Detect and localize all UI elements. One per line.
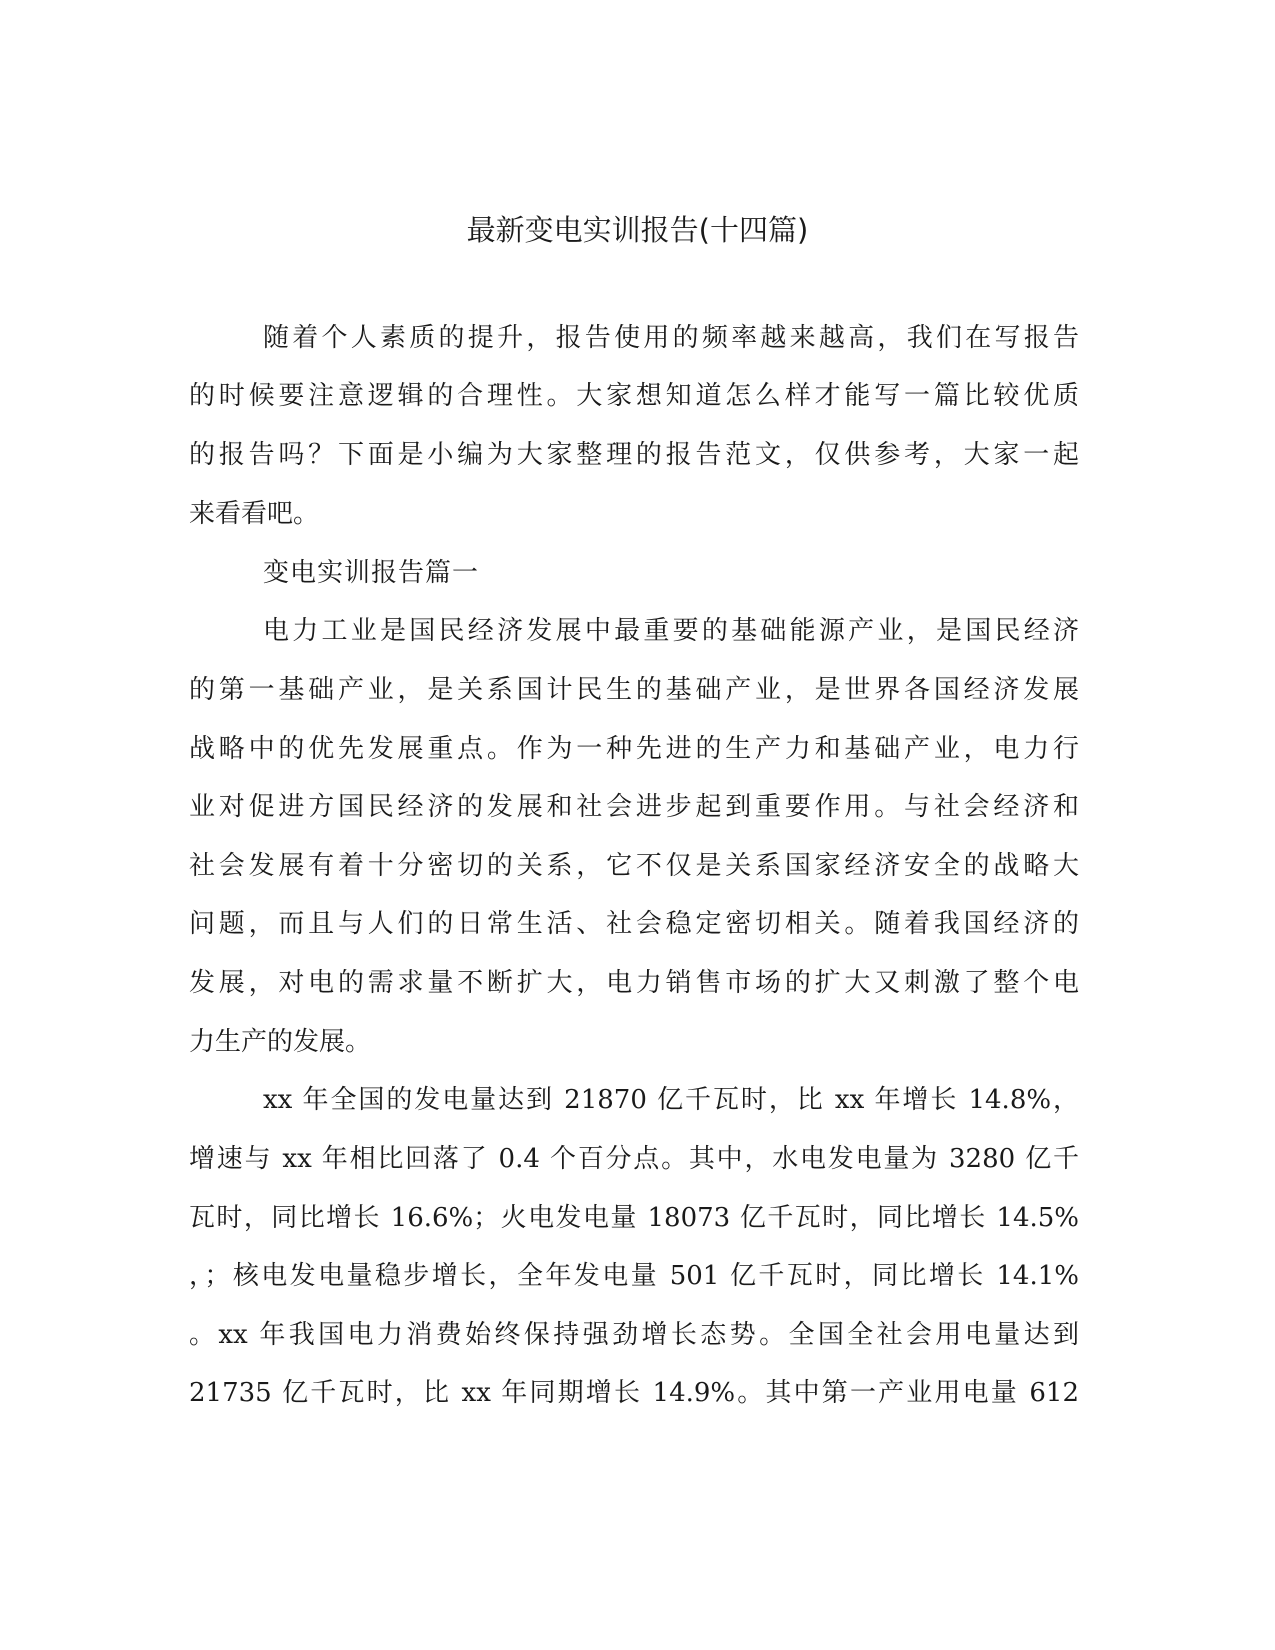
intro-line-4: 来看看吧。 xyxy=(189,499,320,529)
paragraph2-line-5: 。xx 年我国电力消费始终保持强劲增长态势。全国全社会用电量达到 xyxy=(189,1320,1079,1350)
paragraph2-line-2: 增速与 xx 年相比回落了 0.4 个百分点。其中，水电发电量为 3280 亿千 xyxy=(189,1144,1079,1174)
paragraph2-line-1: xx 年全国的发电量达到 21870 亿千瓦时，比 xx 年增长 14.8%， xyxy=(263,1085,1079,1115)
paragraph1-line-7: 发展，对电的需求量不断扩大，电力销售市场的扩大又刺激了整个电 xyxy=(189,968,1079,998)
paragraph1-line-5: 社会发展有着十分密切的关系，它不仅是关系国家经济安全的战略大 xyxy=(189,851,1079,881)
paragraph1-line-8: 力生产的发展。 xyxy=(189,1027,372,1057)
paragraph1-line-2: 的第一基础产业，是关系国计民生的基础产业，是世界各国经济发展 xyxy=(189,675,1079,705)
paragraph2-line-3: 瓦时，同比增长 16.6%；火电发电量 18073 亿千瓦时，同比增长 14.5% xyxy=(189,1203,1079,1233)
document-title: 最新变电实训报告(十四篇) xyxy=(466,213,809,247)
paragraph1-line-4: 业对促进方国民经济的发展和社会进步起到重要作用。与社会经济和 xyxy=(189,792,1079,822)
paragraph2-line-4: ，；核电发电量稳步增长，全年发电量 501 亿千瓦时，同比增长 14.1% xyxy=(189,1261,1079,1291)
paragraph1-line-3: 战略中的优先发展重点。作为一种先进的生产力和基础产业，电力行 xyxy=(189,734,1079,764)
section-heading: 变电实训报告篇一 xyxy=(263,558,480,588)
intro-line-3: 的报告吗？下面是小编为大家整理的报告范文，仅供参考，大家一起 xyxy=(189,440,1079,470)
paragraph2-line-6: 21735 亿千瓦时，比 xx 年同期增长 14.9%。其中第一产业用电量 612 xyxy=(189,1378,1079,1408)
intro-line-2: 的时候要注意逻辑的合理性。大家想知道怎么样才能写一篇比较优质 xyxy=(189,381,1079,411)
paragraph1-line-6: 问题，而且与人们的日常生活、社会稳定密切相关。随着我国经济的 xyxy=(189,909,1079,939)
paragraph1-line-1: 电力工业是国民经济发展中最重要的基础能源产业，是国民经济 xyxy=(263,616,1079,646)
intro-line-1: 随着个人素质的提升，报告使用的频率越来越高，我们在写报告 xyxy=(263,323,1079,353)
